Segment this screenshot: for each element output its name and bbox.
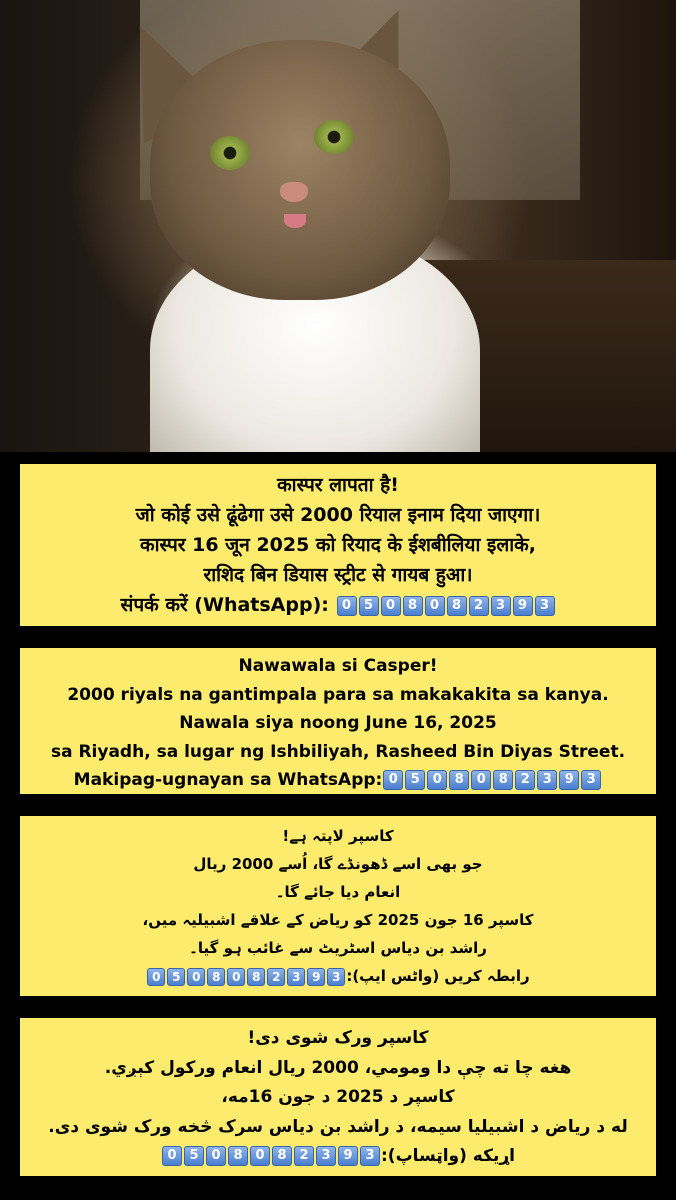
phone-digit-keycap: 0 (425, 596, 445, 616)
phone-digit-keycap: 0 (337, 596, 357, 616)
phone-number[interactable] (146, 962, 346, 990)
phone-digit-keycap: 2 (267, 968, 285, 986)
phone-digit-keycap: 9 (338, 1146, 358, 1166)
phone-digit-keycap: 3 (581, 770, 601, 790)
phone-digit-keycap: 3 (360, 1146, 380, 1166)
phone-digit-keycap: 8 (403, 596, 423, 616)
phone-number[interactable] (382, 766, 602, 795)
hindi-line-1: कास्पर लापता है! (277, 474, 399, 496)
phone-digit-keycap: 0 (187, 968, 205, 986)
phone-digit-keycap: 8 (493, 770, 513, 790)
phone-digit-keycap: 5 (167, 968, 185, 986)
pashto-line-2: هغه چا ته چې دا ومومي، 2000 ریال انعام ورکول کېږي. (104, 1057, 572, 1078)
cat-photo (0, 0, 676, 452)
phone-digit-keycap: 3 (287, 968, 305, 986)
phone-digit-keycap: 8 (228, 1146, 248, 1166)
phone-digit-keycap: 0 (206, 1146, 226, 1166)
pashto-line-3: کاسپر د 2025 د جون 16مه، (221, 1087, 455, 1107)
tagalog-line-3: Nawala siya noong June 16, 2025 (179, 713, 497, 733)
phone-digit-keycap: 5 (359, 596, 379, 616)
pashto-notice (20, 1018, 656, 1176)
phone-digit-keycap: 5 (184, 1146, 204, 1166)
cat-nose (280, 182, 308, 202)
pashto-contact-line (20, 1142, 656, 1172)
phone-digit-keycap: 9 (307, 968, 325, 986)
urdu-contact-line (20, 962, 656, 990)
urdu-notice (20, 816, 656, 996)
phone-digit-keycap: 0 (383, 770, 403, 790)
urdu-line-4: کاسپر 16 جون 2025 کو ریاض کے علاقے اشبیلیہ میں، (142, 911, 534, 929)
urdu-line-3: انعام دیا جائے گا۔ (275, 883, 401, 901)
cat-head (150, 40, 450, 300)
phone-digit-keycap: 2 (294, 1146, 314, 1166)
tagalog-contact-label: Makipag-ugnayan sa WhatsApp: (73, 770, 383, 790)
phone-digit-keycap: 3 (537, 770, 557, 790)
pashto-contact-label: اړیکه (واټساپ): (381, 1146, 515, 1166)
phone-digit-keycap: 0 (471, 770, 491, 790)
cat-eye-right (314, 120, 354, 154)
hindi-notice (20, 464, 656, 626)
pashto-line-4: له د ریاض د اشبیلیا سیمه، د راشد بن دیاس سرک څخه ورک شوی دی. (48, 1116, 628, 1137)
hindi-line-4: राशिद बिन डियास स्ट्रीट से गायब हुआ। (203, 564, 473, 586)
tagalog-line-4: sa Riyadh, sa lugar ng Ishbiliyah, Rasheed Bin Diyas Street. (50, 741, 626, 762)
tagalog-line-2: 2000 riyals na gantimpala para sa makakakita sa kanya. (67, 684, 609, 705)
phone-digit-keycap: 3 (316, 1146, 336, 1166)
tagalog-contact-line (20, 766, 656, 795)
phone-digit-keycap: 2 (469, 596, 489, 616)
urdu-contact-label: رابطہ کریں (واٹس ایپ): (346, 967, 530, 985)
hindi-contact-label: संपर्क करें (WhatsApp): (120, 594, 336, 616)
phone-digit-keycap: 3 (535, 596, 555, 616)
urdu-line-5: راشد بن دیاس اسٹریٹ سے غائب ہو گیا۔ (189, 939, 487, 957)
hindi-line-2: जो कोई उसे ढूंढेगा उसे 2000 रियाल इनाम दिया जाएगा। (135, 504, 541, 526)
phone-number[interactable] (161, 1142, 381, 1172)
hindi-contact-line (20, 590, 656, 620)
phone-digit-keycap: 0 (381, 596, 401, 616)
phone-digit-keycap: 8 (207, 968, 225, 986)
phone-number[interactable] (336, 590, 556, 620)
phone-digit-keycap: 3 (327, 968, 345, 986)
phone-digit-keycap: 0 (250, 1146, 270, 1166)
urdu-line-1: کاسپر لاپتہ ہے! (282, 827, 394, 845)
phone-digit-keycap: 9 (559, 770, 579, 790)
phone-digit-keycap: 8 (247, 968, 265, 986)
tagalog-line-1: Nawawala si Casper! (238, 656, 438, 676)
pashto-line-1: کاسپر ورک شوی دی! (247, 1028, 429, 1048)
phone-digit-keycap: 2 (515, 770, 535, 790)
phone-digit-keycap: 0 (162, 1146, 182, 1166)
phone-digit-keycap: 5 (405, 770, 425, 790)
phone-digit-keycap: 0 (227, 968, 245, 986)
urdu-line-2: جو بھی اسے ڈھونڈے گا، اُسے 2000 ریال (193, 855, 483, 873)
phone-digit-keycap: 9 (513, 596, 533, 616)
phone-digit-keycap: 0 (427, 770, 447, 790)
phone-digit-keycap: 3 (491, 596, 511, 616)
hindi-line-3: कास्पर 16 जून 2025 को रियाद के ईशबीलिया इलाके, (140, 534, 536, 556)
tagalog-notice (20, 648, 656, 794)
phone-digit-keycap: 8 (272, 1146, 292, 1166)
phone-digit-keycap: 0 (147, 968, 165, 986)
phone-digit-keycap: 8 (449, 770, 469, 790)
cat-eye-left (210, 136, 250, 170)
phone-digit-keycap: 8 (447, 596, 467, 616)
cat-tongue (284, 214, 306, 228)
